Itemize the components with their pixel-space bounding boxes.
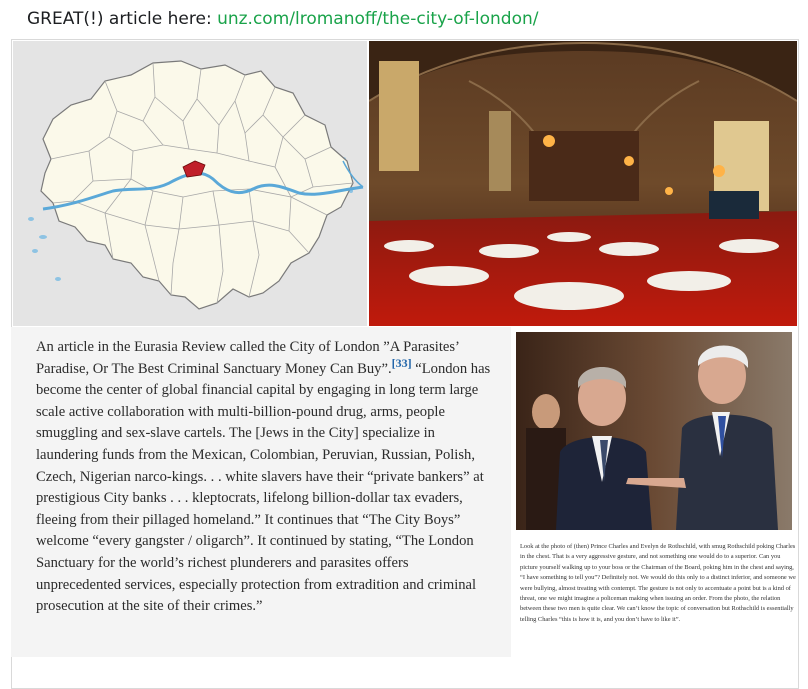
london-map-image <box>13 41 367 326</box>
article-link[interactable]: unz.com/lromanoff/the-city-of-london/ <box>217 9 539 29</box>
article-quote <box>36 337 496 618</box>
charles-rothschild-photo <box>516 332 792 530</box>
article-intro: An article in the Eurasia Review called the City of London ”A Parasites’ Paradise, Or The Best Criminal Sanctuary Money Can Buy”. <box>36 339 459 377</box>
photo-caption: Look at the photo of (then) Prince Charles and Evelyn de Rothschild, with smug Rothschild poking Charles in the chest. That is a very aggressive gesture, and not something one would do to a superior. Can you picture yourself walking up to your boss or the Chairman of the Board, poking him in the chest and saying, “I have something to tell you”? Definitely not. We would do this only to a distinct inferior, and someone we were bullying, almost treating with contempt. The gesture is not only to accentuate a point but is a kind of threat, one we might imagine a policeman making when issuing an order. From the photo, the relation between these two men is quite clear. We can’t know the topic of conversation but Rothschild is essentially telling Charles “this is how it is, and you don’t have to like it”. <box>520 543 796 623</box>
footnote-ref[interactable]: [33] <box>391 355 412 370</box>
banquet-hall-photo-icon <box>369 41 797 326</box>
guildhall-photo <box>369 41 797 326</box>
post-header <box>27 9 538 29</box>
article-body: “London has become the center of global financial capital by engaging in long term large scale active collaboration with multi-billion-pound drug, arms, people smuggling and sex-slave cartels. The [Jews in the City] specialize in laundering funds from the Mexican, Colombian, Peruvian, Russian, Polish, Czech, Nigerian narco-kings. . . white slavers have their “private bankers” at prestigious City banks . . . kleptocrats, lifelong billion-dollar tax evaders, fleeing from their pillaged homeland.” It continues that “The City Boys” welcome “every gangster / oligarch”. It continued by stating, “The London Sanctuary for the world’s richest plunderers and parasites offers unprecedented services, especially protection from extradition and criminal prosecution at the site of their crimes.” <box>36 360 491 615</box>
map-of-greater-london-boroughs-icon <box>13 41 367 326</box>
two-men-photo-icon <box>516 332 792 530</box>
article-quote-box <box>11 327 511 657</box>
post-header-text: GREAT(!) article here: <box>27 9 218 29</box>
